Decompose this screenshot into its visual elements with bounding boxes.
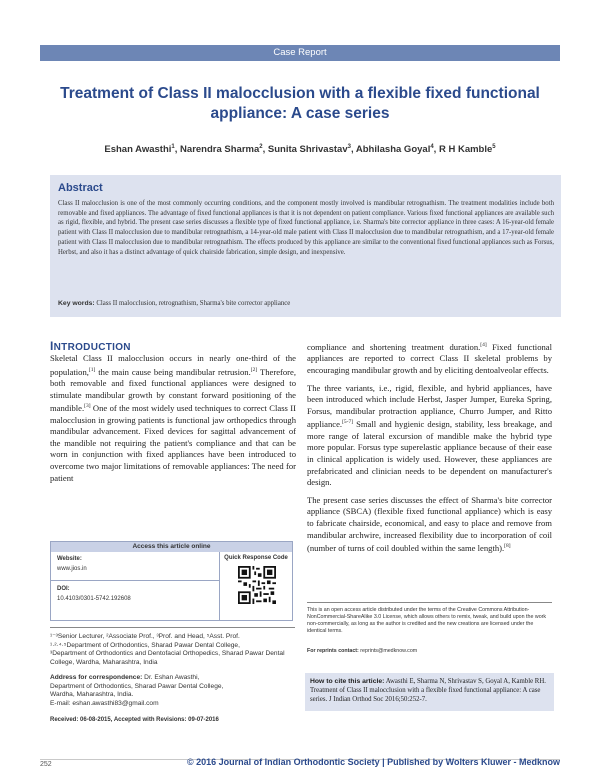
access-box-title: Access this article online (51, 542, 292, 552)
right-column-text (307, 340, 552, 561)
keywords: Key words: Class II malocclusion, retrognathism, Sharma's bite corrector appliance (58, 300, 291, 307)
citation-box: How to cite this article: Awasthi E, Sharma N, Shrivastav S, Goyal A, Kamble RH. Treatment of Class II malocclusion with a flexible fixed functional appliance: A case series. J Indian Orthod Soc 2016;50:252-7. (305, 673, 554, 711)
correspondence-email[interactable]: E-mail: eshan.awasthi83@gmail.com (50, 699, 159, 707)
journal-footer: © 2016 Journal of Indian Orthodontic Society | Published by Wolters Kluwer - Medknow (186, 757, 560, 767)
license-text: This is an open access article distributed under the terms of the Creative Commons Attribution-NonCommercial-ShareAlike 3.0 License, which allows others to remix, tweak, and build upon the work non-commercially, as long as the author is credited and the new creations are licensed under the identical terms. (307, 607, 547, 634)
author-name: Narendra Sharma (180, 144, 260, 156)
paragraph: compliance and shortening treatment duration.[4] Fixed functional appliances are reported to correct Class II skeletal problems by encouraging mandibular growth and by eliciting dentoalveolar effects. (307, 341, 552, 376)
qr-label: Quick Response Code (224, 555, 288, 561)
abstract-heading: Abstract (58, 182, 103, 194)
affiliations: ¹⁻³Senior Lecturer, ²Associate Prof., ³Prof. and Head, ⁵Asst. Prof. ¹·²·⁴·⁵Department of Orthodontics, Sharad Pawar Dental College, ³Department of Orthodontics and Dentofacial Orthopedics, Sharad Pawar Dental College, Wardha, Maharashtra, India Address for correspondence: Dr. Eshan Awasthi, Department of Orthodontics, Sharad Pawar Dental College, Wardha, Maharashtra, India. E-mail: eshan.awasthi83@gmail.com (50, 633, 295, 708)
author-name: Sunita Shrivastav (267, 144, 348, 156)
author-name: R H Kamble (438, 144, 493, 156)
author-list: Eshan Awasthi$^1$, Narendra Sharma$^2$, Sunita Shrivastav$^3$, Abhilasha Goyal$^4$, R H Kamble$^5$ (104, 144, 496, 156)
abstract-box (50, 175, 561, 317)
author-name: Abhilasha Goyal (355, 144, 431, 156)
divider (307, 602, 552, 603)
paragraph: The three variants, i.e., rigid, flexible, and hybrid appliances, have been introduced which include Herbst, Jasper Jumper, Eureka Spring, Forsus, mandibular protraction appliance, Churro Jumper, and Ritto appliance.[5-7] Small and hygienic design, stability, less breakage, and more range of lateral excursion of mandible make the hybrid type more popular. Forsus type superelastic appliance because of their ease in clinical application is widely used. However, these appliances are prefabricated and clinician needs to be dependent on manufacturer's design. (307, 382, 552, 488)
article-title: Treatment of Class II malocclusion with a flexible fixed functional appliance: A case series (60, 85, 540, 122)
section-banner: Case Report (40, 45, 560, 61)
doi-link[interactable]: 10.4103/0301-5742.192608 (57, 596, 131, 602)
author-name: Eshan Awasthi (104, 144, 172, 156)
paragraph: The present case series discusses the effect of Sharma's bite corrector appliance (SBCA) (flexible fixed functional appliance) which is easy to fabricate chairside, economical, and easy to place and remove from mandibular archwire, increased flexibility due to incorporation of coil (number of turns of coil doubled within the same length).[8] (307, 494, 552, 554)
access-article-box (50, 541, 293, 621)
doi-label: DOI: (57, 586, 70, 592)
reprints-contact: For reprints contact: reprints@medknow.com (307, 648, 418, 654)
qr-code-icon[interactable] (238, 566, 276, 604)
website-link[interactable]: www.jios.in (57, 566, 87, 572)
introduction-text: Skeletal Class II malocclusion occurs in nearly one-third of the population,[1] the main cause being mandibular retrusion.[2] Therefore, both removable and fixed functional appliances were designed to stimulate mandibular growth by constant forward positioning of the mandible.[3] One of the most widely used techniques to correct Class II malocclusion in growing patients is functional jaw orthopedics through mandibular advancement. Fixed devices for sagittal advancement of the mandible not requiring the patient's compliance and that can be worn in conjunction with fixed appliances have been introduced to overcome two major limitations of removable appliances: The need for patient (50, 353, 296, 483)
abstract-text: Class II malocclusion is one of the most commonly occurring conditions, and the component mostly involved is mandibular retrognathism. The treatment modalities include both removable and fixed appliances. The advantage of fixed functional appliances is that it is not dependent on patient compliance. Various fixed functional appliances are available such as rigid, flexible, and hybrid. The present case series discusses a flexible type of fixed functional appliance, i.e. Sharma's bite corrector appliance in three cases: A 16-year-old female patient with Class II malocclusion due to mandibular retrognathism, a 14-year-old male patient with Class II malocclusion due to mandibular retrognathism, and a 17-year-old female patient with Class II malocclusion due to mandibular retrognathism. The effects produced by this appliance are similar to the conventional fixed functional appliances such as Forsus, Herbst, and also it has a distinct advantage of quick chairside fabrication, simple design, and inexpensive. (58, 200, 554, 256)
introduction-heading: INTRODUCTION (50, 339, 131, 353)
received-dates: Received: 06-08-2015, Accepted with Revisions: 09-07-2016 (50, 717, 219, 723)
divider (50, 627, 295, 628)
page-number: 252 (40, 761, 52, 768)
website-label: Website: (57, 556, 82, 562)
